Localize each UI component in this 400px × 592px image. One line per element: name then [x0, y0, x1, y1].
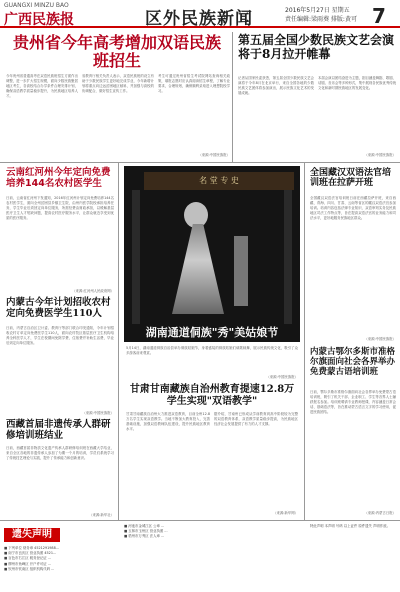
- headline-tibet: 西藏首届非遗传承人群研修培训班结业: [6, 419, 111, 441]
- headline-court: 全国藏汉双语法官培训班在拉萨开班: [310, 168, 392, 189]
- headline-guizhou: 贵州省今年高考增加双语民族班招生: [12, 33, 221, 71]
- notice-row: ■ 下列单位 财务章 4521291988...: [4, 546, 59, 550]
- dancer-figure: [172, 224, 224, 314]
- caption-bar: [124, 324, 300, 342]
- source-photo: （来源:中国民族报）: [266, 375, 298, 379]
- body-tibet: 日前，西藏首届非物质文化遗产传承人群研修培训班在西藏大学结业，来自全区各地的非遗传承人参加了为期一个月的培训，学员们系统学习了传统技艺理论与实践，提升了传承能力和创新意识。: [6, 446, 114, 460]
- source-erdos: （来源:内蒙古日报）: [364, 511, 396, 515]
- notice-row: ■ 柳州市鱼峰区 开户许可证 ...: [4, 561, 51, 566]
- photo-caption-title: 湖南通道侗族"秀"美姑娘节: [145, 326, 279, 339]
- column-divider: [118, 162, 119, 520]
- lost-notice-header: 遗失声明: [4, 528, 60, 542]
- source-yunnan: （来源:红河州人民政府网）: [72, 289, 114, 293]
- body-neimenggu-med: 日前，内蒙古自治区卫计委、教育厅等部门联合印发通知，今年计划招收农村订单定向免费医学生110人，面向农村牧区基层医疗卫生机构培养全科医学人才，学生在校期间免除学费、住宿费并补助生活费，毕业后到定向单位服务。: [6, 326, 114, 345]
- notice-row: ■ 河池市金城江区 公章 ...: [124, 524, 165, 528]
- row-divider: [0, 520, 400, 521]
- headline-gannan: 甘肃甘南藏族自治州教育提速12.8万学生实现"双语教学": [129, 384, 295, 407]
- paper-name: 广西民族报: [4, 12, 74, 28]
- section-title: 区外民族新闻: [145, 9, 253, 29]
- row-divider: [0, 162, 400, 163]
- lost-notice-col3: [310, 524, 396, 590]
- source-tibet: （来源:新华社）: [89, 513, 114, 517]
- headline-yunnan: 云南红河州今年定向免费培养144名农村医学生: [6, 167, 111, 189]
- headline-art-show: 第五届全国少数民族文艺会演将于8月拉开帷幕: [238, 33, 395, 61]
- notice-row: ■ 玉林市玉州区 营业执照 ...: [124, 529, 168, 534]
- notice-row: ■ 钦州市钦南区 组织机构代码 ...: [4, 566, 55, 571]
- body-gannan-col2: 据介绍，甘南州已形成从学前教育到高中阶段较为完整的双语教育体系，双语教学质量稳步提高，为民族地区经济社会发展提供了有力的人才支撑。: [214, 412, 298, 426]
- source-art-show: （来源:中国民族报）: [364, 153, 396, 157]
- body-court: 全国藏汉双语法官培训班日前在西藏拉萨开班，来自西藏、青海、四川、甘肃、云南等省区的藏汉双语法官参加培训。培训内容包括法律专业知识、双语审判实务及民族地区司法工作特点等，旨在提高双语法官的业务能力和司法水平，更好地服务民族地区群众。: [310, 196, 396, 220]
- body-guizhou-col3: 考生可通过贵州省招生考试院网站查询相关政策，填报志愿时应认真阅读招生章程，了解专业要求，合理规划，确保顺利录取进入理想院校学习。: [158, 74, 230, 93]
- body-art-show-col1: 记者从国家民委获悉，第五届全国少数民族文艺会演将于今年8月在北京举行，来自全国各地的少数民族文艺团体将参加演出，展示民族文化艺术的发展成就。: [238, 76, 314, 95]
- source-court: （来源:中国民族报）: [364, 337, 396, 341]
- notice-row: ■ 百色市右江区 税务登记证 ...: [4, 556, 51, 561]
- editor-line: 责任编辑:梁雨葵 排版:黄可: [285, 16, 357, 23]
- paper-subtitle: GUANGXI MINZU BAO: [4, 2, 69, 9]
- page-number: 7: [372, 4, 386, 28]
- festival-photo: [124, 166, 300, 324]
- lost-notice-col2: [124, 524, 300, 590]
- headline-erdos: 内蒙古鄂尔多斯市准格尔旗面向社会各界举办免费蒙古语培训班: [310, 347, 396, 377]
- body-art-show-col2: 本届会演以团结奋进为主题，剧目涵盖舞剧、歌剧、话剧、音乐会等多种形式，集中展现各民族优秀传统文化和新时期民族地区的发展变化。: [318, 76, 396, 90]
- body-gannan-col1: 甘肃甘南藏族自治州大力推进双语教育，目前全州12.8万名学生实现双语教学。当地不断加大教育投入，完善基础设施，加强双语教师队伍建设，提升民族地区教育水平。: [126, 412, 210, 431]
- lost-notice-col1: [4, 546, 120, 590]
- issue-date: 2016年5月27日 星期五: [285, 7, 350, 14]
- notice-row: ■ 梧州市万秀区 法人章 ...: [124, 534, 165, 539]
- source-guizhou: （来源:中国民族报）: [198, 153, 230, 157]
- notice-note: 特此声明 本声明 号码 以上证件 原件遗失 声明作废。: [310, 524, 390, 528]
- source-neimenggu-med: （来源:中国民族报）: [82, 411, 114, 415]
- pillar-left: [132, 190, 140, 324]
- body-guizhou-col2: 省教育厅相关负责人表示，双语民族班的设立有助于少数民族学生更好地完成学业，今年新增计划将重点向边远贫困地区倾斜，并加强与高校的协调配合，做好招生宣传工作。: [82, 74, 154, 93]
- headline-neimenggu-med: 内蒙古今年计划招收农村定向免费医学生110人: [6, 297, 111, 319]
- column-divider: [304, 162, 305, 520]
- body-yunnan: 日前，云南省红河州下发通知，2016年红河州计划定向免费培养144名农村医学生，面向全州贫困县乡镇卫生院，由州内医学院校承担培养任务，学生毕业后须回定向单位服务，所需经费由财政承担，以缓解基层医疗卫生人才短缺问题，提高农村医疗服务水平，让群众就近享受到优质的医疗服务。: [6, 196, 114, 220]
- source-gannan: （来源:新华网）: [273, 511, 298, 515]
- dancer-figure-2: [234, 236, 248, 306]
- body-guizhou-col1: 今年贵州省普通高考在双语民族班招生方面作出调整，进一步扩大招生规模，面向少数民族聚居地区考生，各高校结合办学条件合理安排计划，确保双语教学质量稳步提升，为民族地区培养人才。: [6, 74, 78, 98]
- pillar-right: [284, 190, 292, 324]
- photo-caption-text: 5月14日，湖南通道侗族自治县举办侗族姑娘节，身着盛装的侗族姑娘们载歌载舞，展示民族传统文化，吸引了众多游客前来观赏。: [126, 346, 298, 355]
- notice-row: ■ 南宁市良庆区 营业执照 4521...: [4, 551, 57, 556]
- photo-banner: 名 堂 专 史: [144, 172, 294, 190]
- body-erdos: 日前，鄂尔多斯市准格尔旗面向社会各界举办免费蒙古语培训班，吸引了机关干部、企业职工、学生等各界人士踊跃报名参加。培训班聘请专业教师授课，内容涵盖日常会话、基础语法等，旨在推动蒙古语言文字的学习使用，促进民族团结。: [310, 390, 396, 414]
- column-divider: [232, 32, 233, 162]
